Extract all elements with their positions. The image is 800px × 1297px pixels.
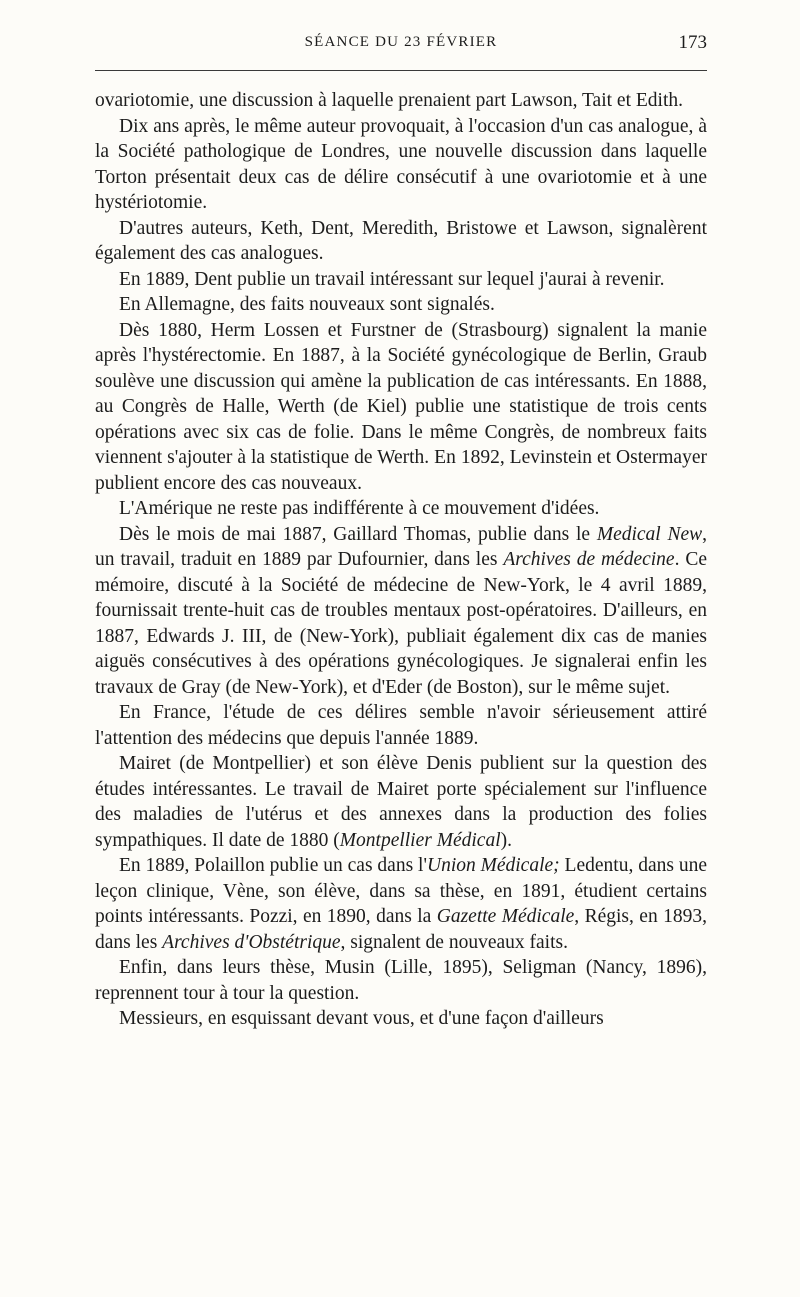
journal-title: Gazette Médicale bbox=[436, 906, 575, 927]
paragraph bbox=[95, 267, 707, 293]
journal-title: Union Médicale; bbox=[426, 855, 560, 876]
journal-title: Medical New bbox=[596, 523, 703, 545]
text-run: Messieurs, en esquissant devant vous, et d'une façon d'ailleurs bbox=[119, 1008, 604, 1029]
paragraph bbox=[95, 292, 707, 318]
text-run: L'Amérique ne reste pas indifférente à ce mouvement d'idées. bbox=[119, 498, 600, 519]
paragraph bbox=[95, 955, 707, 1006]
page-header bbox=[95, 34, 707, 58]
text-run: Dès le mois de mai 1887, Gaillard Thomas, publie dans le bbox=[119, 523, 597, 545]
paragraph bbox=[95, 216, 707, 267]
text-run: Mairet (de Montpellier) et son élève Denis publient sur la question des études intéressantes. Le travail de Mairet porte spécialement sur l'influence des maladies de l'utérus et des annexes dans la production des folies sympathiques. Il date de 1880 ( bbox=[95, 753, 707, 851]
text-run: , Régis, en 1893, dans les bbox=[95, 906, 707, 953]
paragraph bbox=[95, 88, 707, 114]
paragraph bbox=[95, 1006, 707, 1032]
text-run: ). bbox=[500, 829, 512, 851]
text-run: Ledentu, dans une leçon clinique, Vène, son élève, dans sa thèse, en 1891, étudient certains points intéressants. Pozzi, en 1890, dans la bbox=[95, 855, 707, 927]
text-run: En France, l'étude de ces délires semble n'avoir sérieusement attiré l'attention des médecins que depuis l'année 1889. bbox=[95, 702, 707, 749]
journal-title: Montpellier Médical bbox=[339, 829, 501, 851]
paragraph bbox=[95, 114, 707, 216]
text-run: Dès 1880, Herm Lossen et Furstner de (Strasbourg) signalent la manie après l'hystérectomie. En 1887, à la Société gynécologique de Berlin, Graub soulève une discussion qui amène la publication de cas intéressants. En 1888, au Congrès de Halle, Werth (de Kiel) publie une statistique de trois cents opérations avec six cas de folie. Dans le même Congrès, de nombreux faits viennent s'ajouter à la statistique de Werth. En 1892, Levinstein et Ostermayer publient encore des cas nouveaux. bbox=[95, 319, 707, 494]
journal-title: Archives d'Obstétrique bbox=[162, 931, 341, 953]
text-run: Enfin, dans leurs thèse, Musin (Lille, 1895), Seligman (Nancy, 1896), reprennent tour à tour la question. bbox=[95, 957, 707, 1004]
paragraph bbox=[95, 751, 707, 853]
paragraph bbox=[95, 700, 707, 751]
page-number: 173 bbox=[678, 32, 707, 53]
paragraph bbox=[95, 522, 707, 701]
text-run: D'autres auteurs, Keth, Dent, Meredith, Bristowe et Lawson, signalèrent également des cas analogues. bbox=[95, 217, 707, 264]
paragraph bbox=[95, 853, 707, 955]
text-run: En Allemagne, des faits nouveaux sont signalés. bbox=[119, 294, 495, 315]
text-run: En 1889, Dent publie un travail intéressant sur lequel j'aurai à revenir. bbox=[119, 268, 665, 290]
header-rule bbox=[95, 70, 707, 71]
text-run: En 1889, Polaillon publie un cas dans l' bbox=[119, 855, 427, 876]
text-run: Dix ans après, le même auteur provoquait, à l'occasion d'un cas analogue, à la Société pathologique de Londres, une nouvelle discussion dans laquelle Torton présentait deux cas de délire consécutif à une ovariotomie et à une hystériotomie. bbox=[95, 115, 707, 213]
text-run: . Ce mémoire, discuté à la Société de médecine de New-York, le 4 avril 1889, fournissait trente-huit cas de troubles mentaux post-opératoires. D'ailleurs, en 1887, Edwards J. III, de (New-York), publiait également dix cas de manies aiguës consécutives à des opérations gynécologiques. Je signalerai enfin les travaux de Gray (de New-York), et d'Eder (de Boston), sur le même sujet. bbox=[95, 549, 707, 698]
text-run: , signalent de nouveaux faits. bbox=[340, 931, 568, 953]
paragraph bbox=[95, 318, 707, 497]
running-title: SÉANCE DU 23 FÉVRIER bbox=[304, 34, 498, 50]
paragraph bbox=[95, 496, 707, 522]
text-run: , un travail, traduit en 1889 par Dufournier, dans les bbox=[95, 523, 708, 570]
body-text bbox=[95, 88, 707, 1032]
text-run: ovariotomie, une discussion à laquelle prenaient part Lawson, Tait et Edith. bbox=[95, 90, 683, 111]
journal-title: Archives de médecine bbox=[503, 549, 675, 570]
